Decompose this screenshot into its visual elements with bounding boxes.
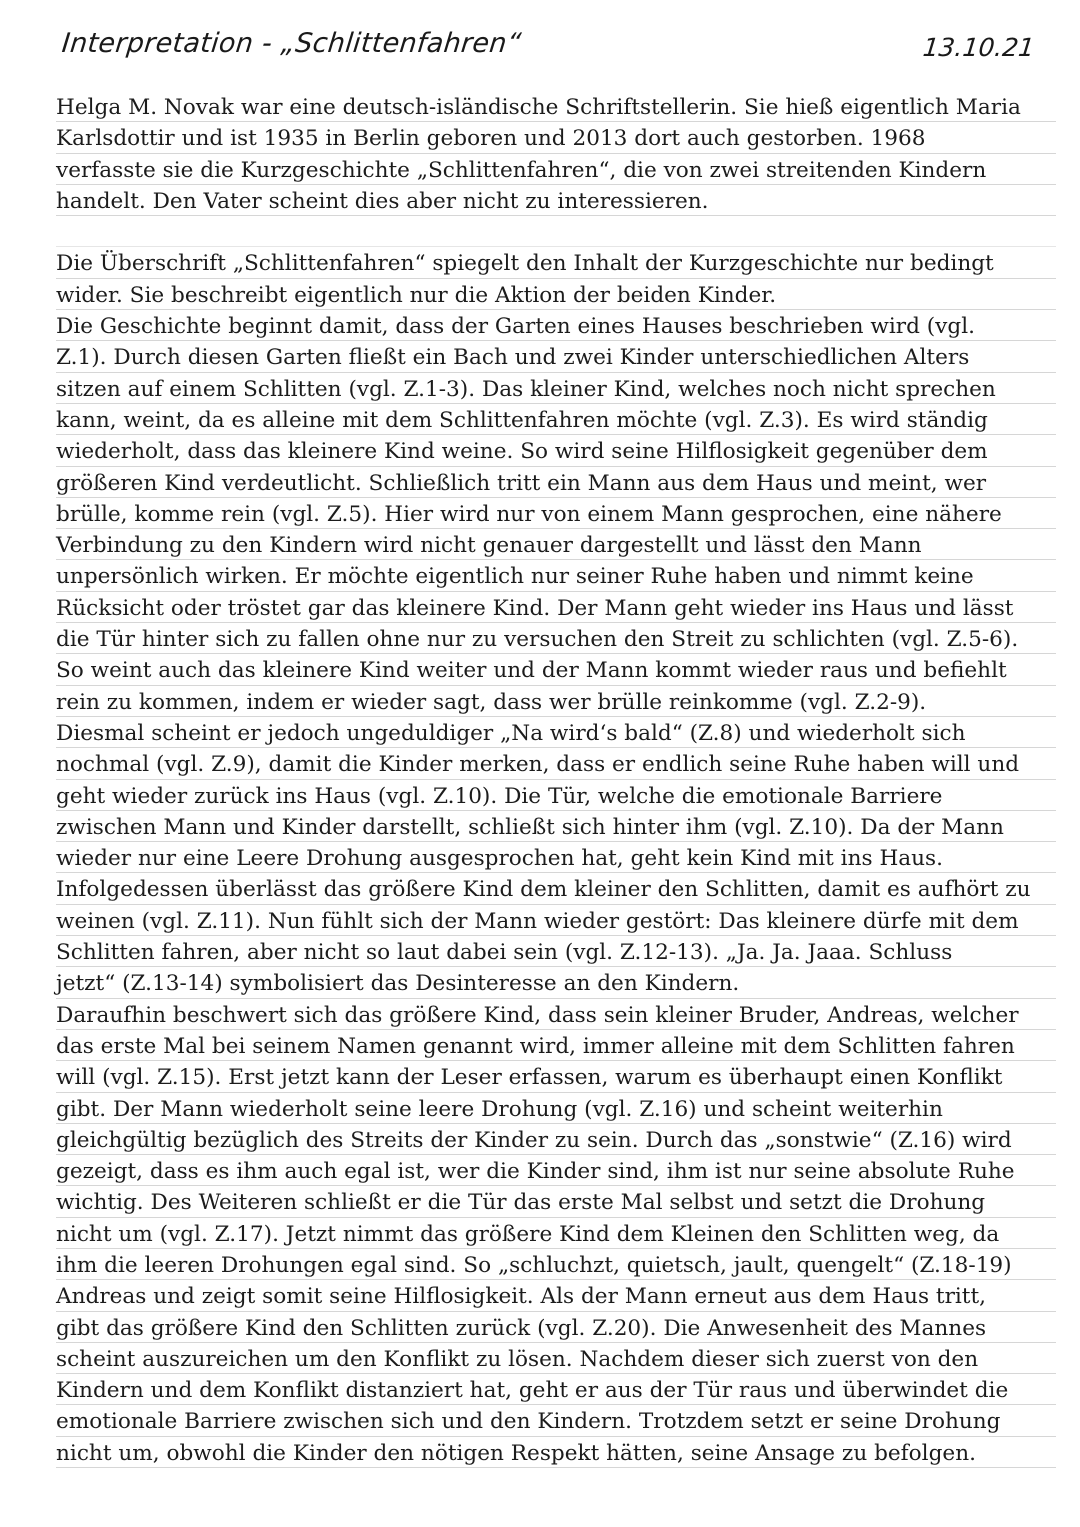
text-line: emotionale Barriere zwischen sich und den Kindern. Trotzdem setzt er seine Drohung xyxy=(56,1405,1056,1436)
text-line: Schlitten fahren, aber nicht so laut dabei sein (vgl. Z.12-13). „Ja. Ja. Jaaa. Schluss xyxy=(56,936,1056,967)
text-line: scheint auszureichen um den Konflikt zu lösen. Nachdem dieser sich zuerst von den xyxy=(56,1343,1056,1374)
handwritten-title: Interpretation - „Schlittenfahren“ xyxy=(60,28,523,59)
text-line: gezeigt, dass es ihm auch egal ist, wer die Kinder sind, ihm ist nur seine absolute Ruhe xyxy=(56,1155,1056,1186)
text-line: Die Überschrift „Schlittenfahren“ spiegelt den Inhalt der Kurzgeschichte nur bedingt xyxy=(56,247,1056,278)
text-line: nicht um (vgl. Z.17). Jetzt nimmt das größere Kind dem Kleinen den Schlitten weg, da xyxy=(56,1218,1056,1249)
text-line: Z.1). Durch diesen Garten fließt ein Bach und zwei Kinder unterschiedlichen Alters xyxy=(56,341,1056,372)
text-line: nochmal (vgl. Z.9), damit die Kinder merken, dass er endlich seine Ruhe haben will und xyxy=(56,748,1056,779)
text-line: rein zu kommen, indem er wieder sagt, dass wer brülle reinkomme (vgl. Z.2-9). xyxy=(56,686,1056,717)
text-line: handelt. Den Vater scheint dies aber nicht zu interessieren. xyxy=(56,185,1056,216)
text-line: weinen (vgl. Z.11). Nun fühlt sich der Mann wieder gestört: Das kleinere dürfe mit dem xyxy=(56,905,1056,936)
text-line: kann, weint, da es alleine mit dem Schlittenfahren möchte (vgl. Z.3). Es wird ständig xyxy=(56,404,1056,435)
text-line: Helga M. Novak war eine deutsch-isländische Schriftstellerin. Sie hieß eigentlich Maria xyxy=(56,91,1056,122)
page-header xyxy=(0,0,1080,90)
text-line: Andreas und zeigt somit seine Hilflosigkeit. Als der Mann erneut aus dem Haus tritt, xyxy=(56,1280,1056,1311)
text-line: will (vgl. Z.15). Erst jetzt kann der Leser erfassen, warum es überhaupt einen Konflikt xyxy=(56,1061,1056,1092)
text-line: Rücksicht oder tröstet gar das kleinere Kind. Der Mann geht wieder ins Haus und lässt xyxy=(56,592,1056,623)
text-line: Die Geschichte beginnt damit, dass der Garten eines Hauses beschrieben wird (vgl. xyxy=(56,310,1056,341)
text-line: wiederholt, dass das kleinere Kind weine. So wird seine Hilflosigkeit gegenüber dem xyxy=(56,435,1056,466)
text-line: So weint auch das kleinere Kind weiter und der Mann kommt wieder raus und befiehlt xyxy=(56,654,1056,685)
text-line: Infolgedessen überlässt das größere Kind dem kleiner den Schlitten, damit es aufhört zu xyxy=(56,873,1056,904)
essay-body xyxy=(56,91,1056,1468)
text-line: wichtig. Des Weiteren schließt er die Tür das erste Mal selbst und setzt die Drohung xyxy=(56,1186,1056,1217)
text-line: nicht um, obwohl die Kinder den nötigen Respekt hätten, seine Ansage zu befolgen. xyxy=(56,1437,1056,1468)
text-line: Daraufhin beschwert sich das größere Kind, dass sein kleiner Bruder, Andreas, welcher xyxy=(56,999,1056,1030)
text-line: gleichgültig bezüglich des Streits der Kinder zu sein. Durch das „sonstwie“ (Z.16) wird xyxy=(56,1124,1056,1155)
text-line: wieder nur eine Leere Drohung ausgesprochen hat, geht kein Kind mit ins Haus. xyxy=(56,842,1056,873)
text-line: die Tür hinter sich zu fallen ohne nur zu versuchen den Streit zu schlichten (vgl. Z.5-6). xyxy=(56,623,1056,654)
text-line: geht wieder zurück ins Haus (vgl. Z.10). Die Tür, welche die emotionale Barriere xyxy=(56,780,1056,811)
text-line: verfasste sie die Kurzgeschichte „Schlittenfahren“, die von zwei streitenden Kindern xyxy=(56,154,1056,185)
text-line: gibt. Der Mann wiederholt seine leere Drohung (vgl. Z.16) und scheint weiterhin xyxy=(56,1093,1056,1124)
text-line: gibt das größere Kind den Schlitten zurück (vgl. Z.20). Die Anwesenheit des Mannes xyxy=(56,1312,1056,1343)
text-line: ihm die leeren Drohungen egal sind. So „schluchzt, quietsch, jault, quengelt“ (Z.18-19) xyxy=(56,1249,1056,1280)
text-line: unpersönlich wirken. Er möchte eigentlich nur seiner Ruhe haben und nimmt keine xyxy=(56,560,1056,591)
text-line: zwischen Mann und Kinder darstellt, schließt sich hinter ihm (vgl. Z.10). Da der Mann xyxy=(56,811,1056,842)
text-line: Karlsdottir und ist 1935 in Berlin geboren und 2013 dort auch gestorben. 1968 xyxy=(56,122,1056,153)
handwritten-date: 13.10.21 xyxy=(921,33,1036,62)
text-line: jetzt“ (Z.13-14) symbolisiert das Desinteresse an den Kindern. xyxy=(56,967,1056,998)
text-line: Kindern und dem Konflikt distanziert hat, geht er aus der Tür raus und überwindet die xyxy=(56,1374,1056,1405)
text-line: wider. Sie beschreibt eigentlich nur die Aktion der beiden Kinder. xyxy=(56,279,1056,310)
text-line: Verbindung zu den Kindern wird nicht genauer dargestellt und lässt den Mann xyxy=(56,529,1056,560)
blank-line xyxy=(56,216,1056,247)
text-line: sitzen auf einem Schlitten (vgl. Z.1-3). Das kleiner Kind, welches noch nicht sprechen xyxy=(56,373,1056,404)
text-line: größeren Kind verdeutlicht. Schließlich tritt ein Mann aus dem Haus und meint, wer xyxy=(56,467,1056,498)
text-line: brülle, komme rein (vgl. Z.5). Hier wird nur von einem Mann gesprochen, eine nähere xyxy=(56,498,1056,529)
text-line: Diesmal scheint er jedoch ungeduldiger „Na wird‘s bald“ (Z.8) und wiederholt sich xyxy=(56,717,1056,748)
text-line: das erste Mal bei seinem Namen genannt wird, immer alleine mit dem Schlitten fahren xyxy=(56,1030,1056,1061)
